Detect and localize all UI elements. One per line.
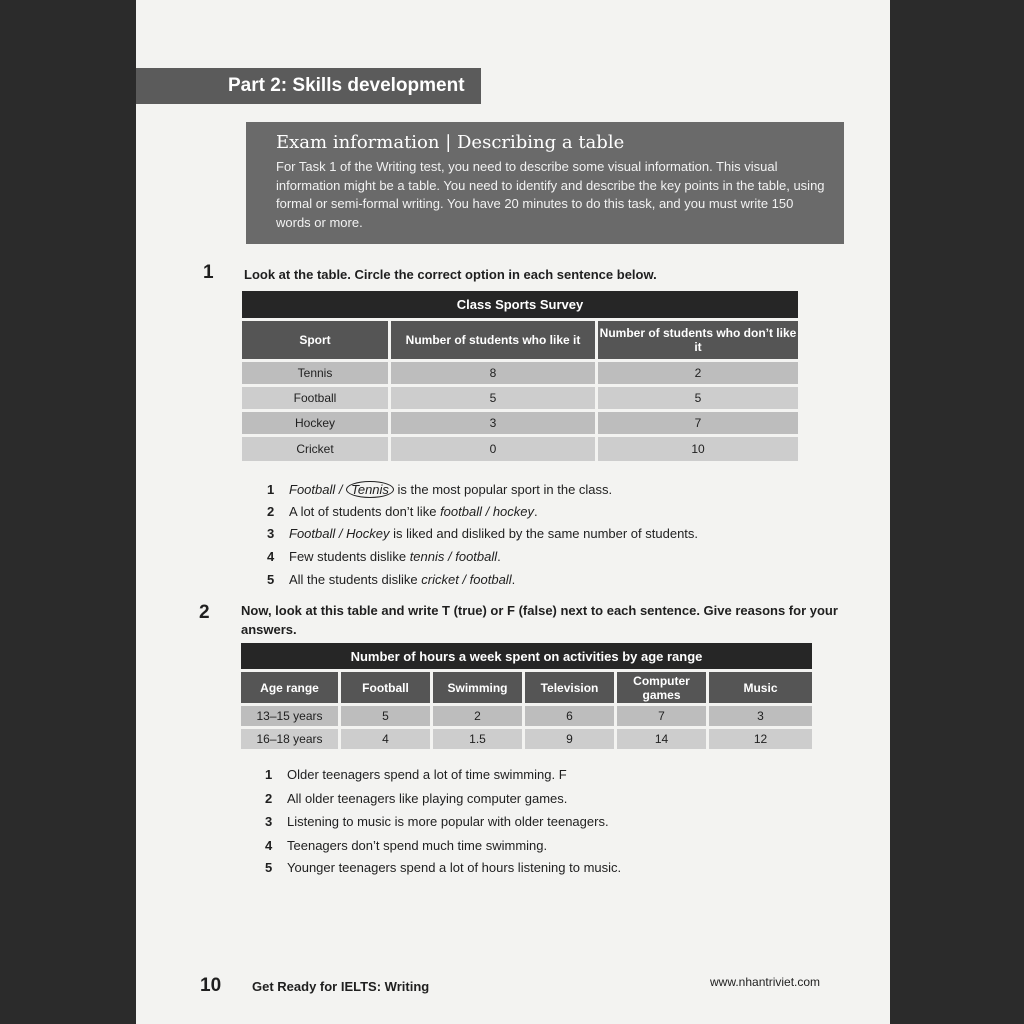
table-cell: Football: [242, 387, 388, 409]
table-caption: Number of hours a week spent on activities by age range: [241, 643, 812, 669]
exercise-2-sentence: 4 Teenagers don’t spend much time swimming.: [265, 838, 548, 853]
table-cell: 4: [341, 729, 430, 749]
table-header: Computer games: [617, 672, 706, 703]
table-header: Football: [341, 672, 430, 703]
table-row: [242, 412, 798, 434]
option-a[interactable]: Football: [289, 526, 336, 541]
option-b[interactable]: Hockey: [346, 526, 390, 541]
exercise-1-instruction: Look at the table. Circle the correct option in each sentence below.: [244, 267, 657, 282]
table-row: [242, 362, 798, 384]
table-header: Music: [709, 672, 812, 703]
table-cell: 5: [598, 387, 798, 409]
exercise-2-sentence: 2 All older teenagers like playing computer games.: [265, 791, 568, 806]
table-cell: 1.5: [433, 729, 522, 749]
table-cell: 10: [598, 437, 798, 461]
table-cell: 3: [709, 706, 812, 726]
exercise-2-sentence: 3 Listening to music is more popular with older teenagers.: [265, 814, 609, 829]
exercise-2-sentence: 1 Older teenagers spend a lot of time swimming. F: [265, 767, 567, 782]
option-a[interactable]: tennis: [409, 549, 445, 564]
exercise-1-number: 1: [203, 262, 214, 283]
table-header: Swimming: [433, 672, 522, 703]
publisher-url: www.nhantriviet.com: [710, 975, 821, 989]
option-b[interactable]: football: [469, 572, 512, 587]
hours-by-age-table: [238, 640, 815, 752]
exercise-2-instruction: Now, look at this table and write T (true) or F (false) next to each sentence. Give reasons for your answers.: [241, 603, 838, 637]
exercise-2-sentence: 5 Younger teenagers spend a lot of hours listening to music.: [265, 860, 622, 875]
table-row: [241, 729, 812, 749]
page-number: 10: [200, 975, 222, 996]
table-header: Sport: [242, 321, 388, 359]
table-cell: 16–18 years: [241, 729, 338, 749]
handwritten-answer[interactable]: F: [558, 767, 567, 782]
exercise-1-sentence: 1 Football / Tennis is the most popular sport in the class.: [267, 482, 613, 497]
option-a[interactable]: cricket: [421, 572, 459, 587]
table-header: Television: [525, 672, 614, 703]
class-sports-survey-table: [239, 288, 801, 464]
table-cell: 5: [391, 387, 595, 409]
option-b-circled[interactable]: Tennis: [346, 481, 394, 498]
table-row: [241, 706, 812, 726]
exam-info-title: Exam information | Describing a table: [276, 132, 625, 153]
table-cell: Cricket: [242, 437, 388, 461]
option-b[interactable]: hockey: [492, 504, 535, 519]
table-cell: Tennis: [242, 362, 388, 384]
table-cell: 2: [598, 362, 798, 384]
table-cell: 2: [433, 706, 522, 726]
table-cell: 14: [617, 729, 706, 749]
table-row: [242, 387, 798, 409]
table-cell: 3: [391, 412, 595, 434]
exam-info-text: For Task 1 of the Writing test, you need to describe some visual information. This visual information might be a table. You need to identify and describe the key points in the table, using formal or semi-formal writing. You have 20 minutes to do this task, and you must write 150 words or more.: [276, 159, 825, 230]
table-header: Number of students who don’t like it: [598, 321, 798, 359]
table-row: [242, 437, 798, 461]
option-b[interactable]: football: [455, 549, 498, 564]
exercise-1-sentence: 5 All the students dislike cricket / football.: [267, 572, 516, 587]
table-cell: 7: [617, 706, 706, 726]
table-cell: 7: [598, 412, 798, 434]
option-a[interactable]: football: [440, 504, 482, 519]
exercise-1-sentence: 4 Few students dislike tennis / football.: [267, 549, 501, 564]
table-header: Age range: [241, 672, 338, 703]
table-cell: 9: [525, 729, 614, 749]
table-cell: 6: [525, 706, 614, 726]
table-cell: 12: [709, 729, 812, 749]
table-cell: 8: [391, 362, 595, 384]
table-caption: Class Sports Survey: [242, 291, 798, 318]
book-title: Get Ready for IELTS: Writing: [252, 979, 430, 994]
exercise-2-number: 2: [199, 602, 210, 623]
exercise-1-sentence: 3 Football / Hockey is liked and disliked by the same number of students.: [267, 526, 699, 541]
exam-info-box: [246, 122, 844, 244]
part-header: Part 2: Skills development: [136, 68, 481, 104]
option-a[interactable]: Football: [289, 482, 336, 497]
exercise-1-sentence: 2 A lot of students don’t like football / hockey.: [267, 504, 538, 519]
table-cell: 13–15 years: [241, 706, 338, 726]
table-cell: Hockey: [242, 412, 388, 434]
table-header: Number of students who like it: [391, 321, 595, 359]
table-cell: 0: [391, 437, 595, 461]
book-page: [136, 0, 890, 1024]
table-cell: 5: [341, 706, 430, 726]
